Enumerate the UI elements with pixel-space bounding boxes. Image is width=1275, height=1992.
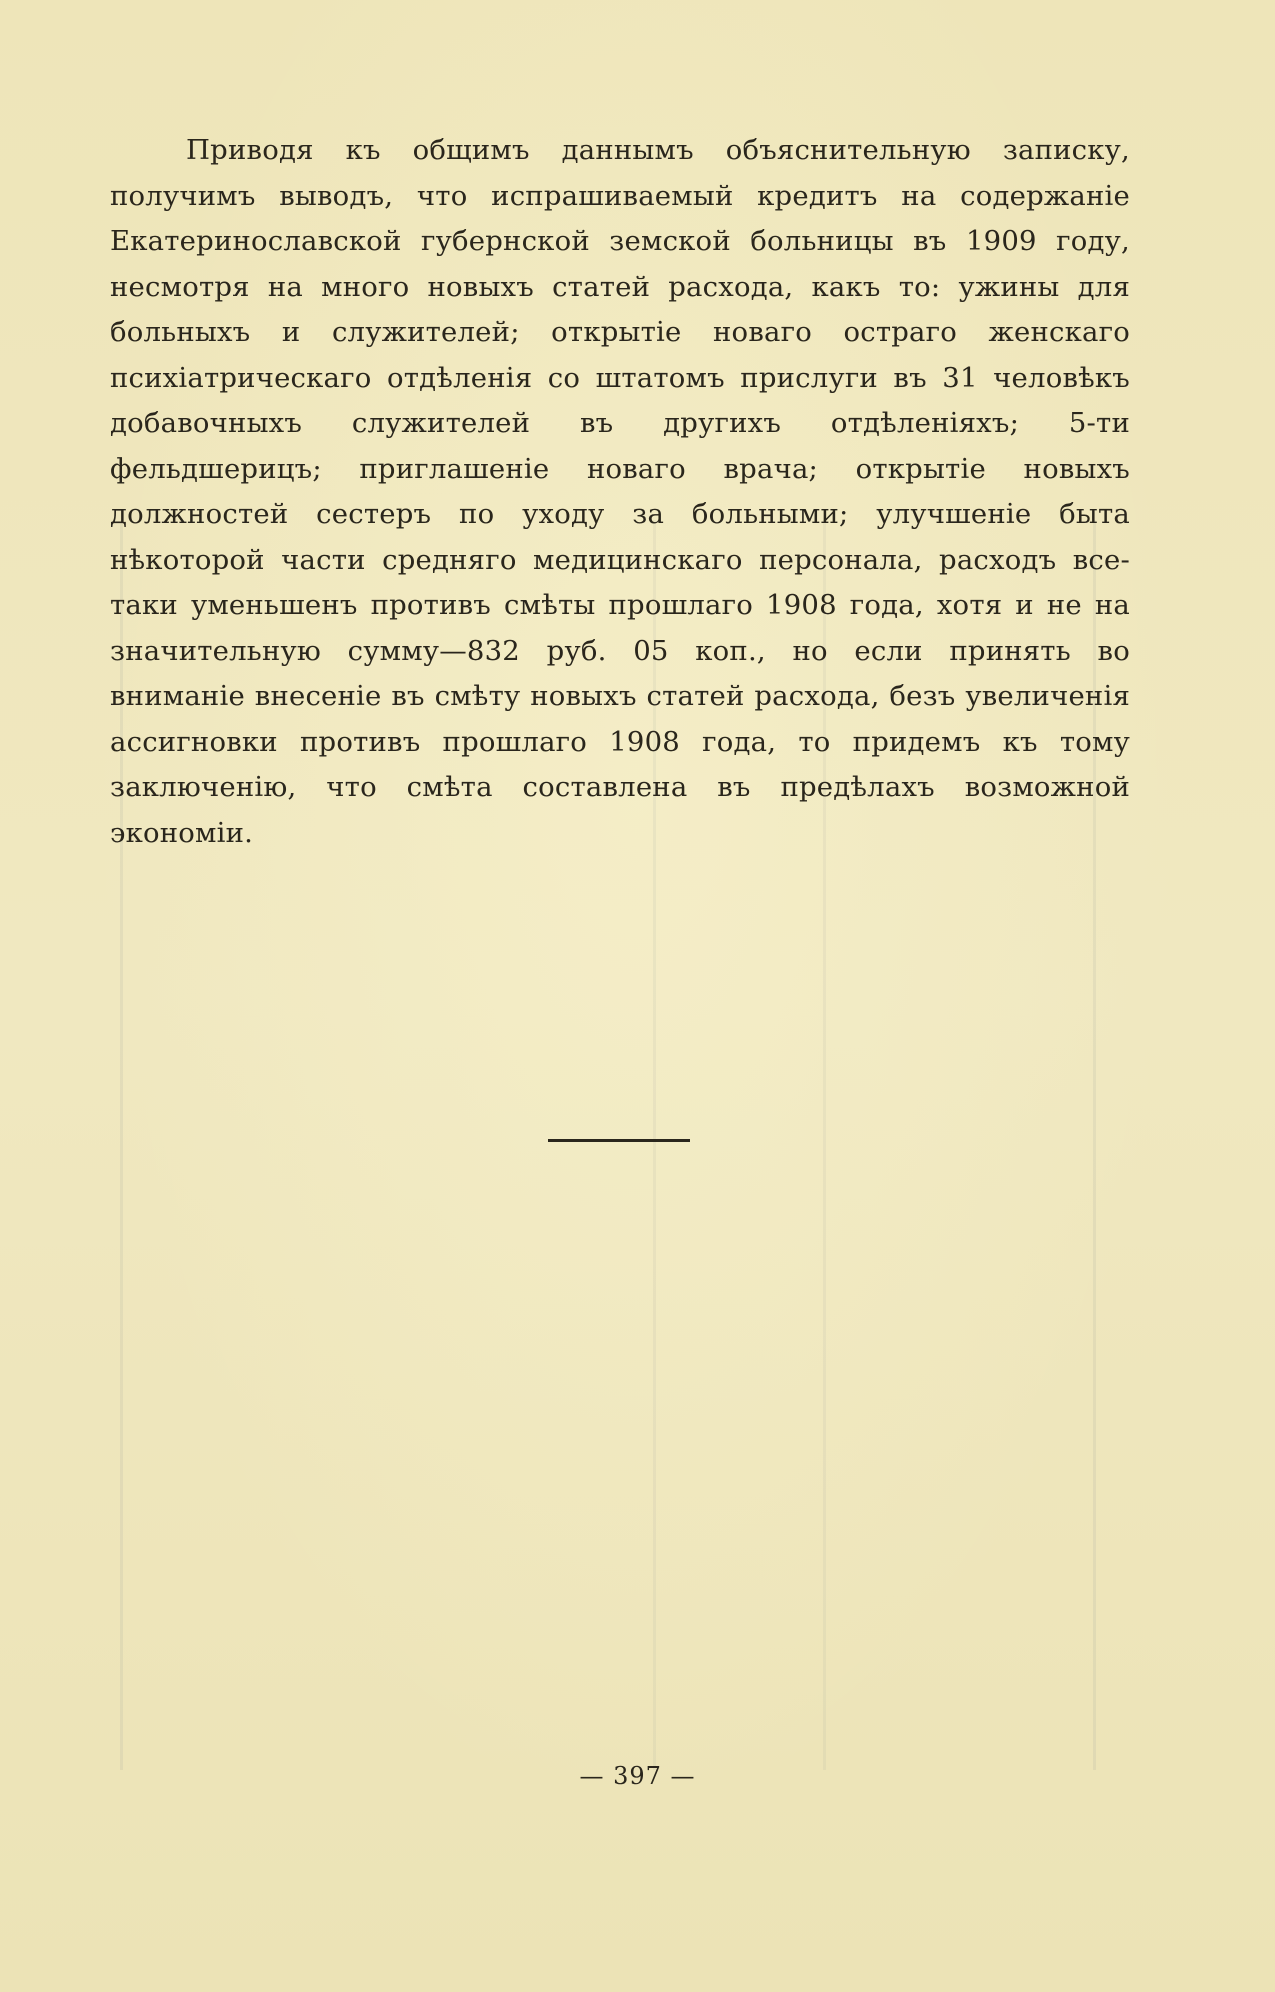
body-paragraph: Приводя къ общимъ даннымъ объяснительную записку, получимъ выводъ, что испрашиваемый кредитъ на содержанiе Екатеринославской губернской земской больницы въ 1909 году, несмотря на много новыхъ статей расхода, какъ то: ужины для больныхъ и служителей; открытiе новаго остраго женскаго психiатрическаго отдѣленiя со штатомъ прислуги въ 31 человѣкъ добавочныхъ служителей въ другихъ отдѣленiяхъ; 5-ти фельдшерицъ; приглашенiе новаго врача; открытiе новыхъ должностей сестеръ по уходу за больными; улучшенiе быта нѣкоторой части средняго медицинскаго персонала, расходъ все-таки уменьшенъ противъ смѣты прошлаго 1908 года, хотя и не на значительную сумму—832 руб. 05 коп., но если принять во вниманiе внесенiе въ смѣту новыхъ статей расхода, безъ увеличенiя ассигновки противъ прошлаго 1908 года, то придемъ къ тому заключенiю, что смѣта составлена въ предѣлахъ возможной экономiи. bbox=[110, 134, 1130, 849]
page-number: — 397 — bbox=[579, 1762, 696, 1790]
section-divider bbox=[548, 1139, 690, 1142]
